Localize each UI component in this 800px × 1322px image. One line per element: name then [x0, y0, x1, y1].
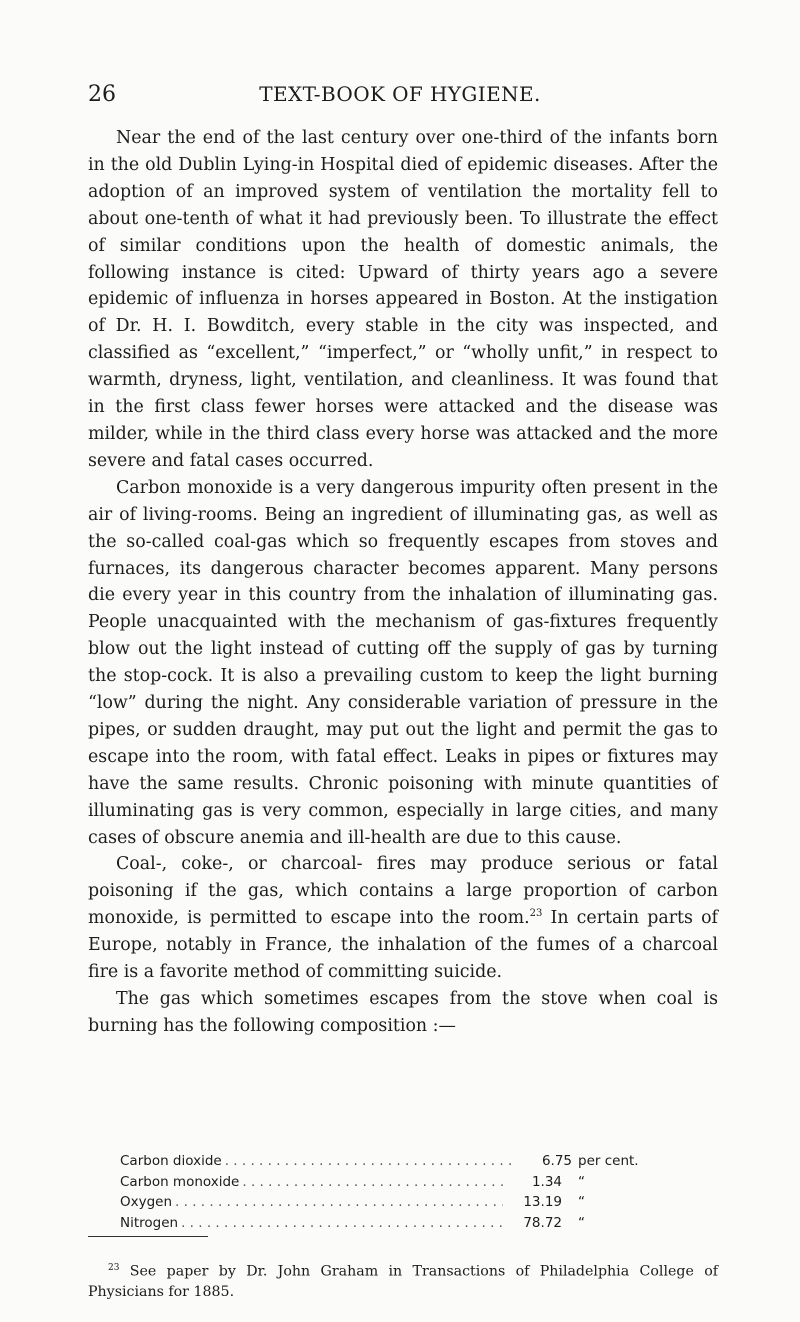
footnote-text: See paper by Dr. John Graham in Transactions of Philadelphia College of Physicians for 1885. [88, 1263, 718, 1300]
gas-percentage: 1.34 [531, 1173, 562, 1190]
paragraph-text: In certain parts of Europe, notably in France, the inhalation of the fumes of a charcoal fire is a favorite method of committing suicide. [88, 908, 718, 983]
ditto-mark: “ [578, 1194, 585, 1210]
gas-name: Nitrogen [120, 1214, 179, 1231]
ditto-mark: “ [578, 1173, 585, 1190]
paragraph-ventilation-mortality: Near the end of the last century over one-third of the infants born in the old Dublin Lying-in Hospital died of epidemic diseases. After the adoption of an improved system of ventilation the mortality fell to about one-tenth of what it had previously been. To illustrate the effect of similar conditions upon the health of domestic animals, the following instance is cited: Upward of thirty years ago a severe epidemic of influenza in horses appeared in Boston. At the instigation of Dr. H. I. Bowditch, every stable in the city was inspected, and classified as “excellent,” “imperfect,” or “wholly unfit,” in respect to warmth, dryness, light, ventilation, and cleanliness. It was found that in the first class fewer horses were attacked and the disease was milder, while in the third class every horse was attacked and the more severe and fatal cases occurred. [88, 128, 718, 471]
paragraph-text: Coal-, coke-, or charcoal- fires may produce serious or fatal poisoning if the gas, which contains a large proportion of carbon monoxide, is permitted to escape into the room. [88, 854, 718, 929]
footnote-divider [88, 1236, 208, 1237]
paragraph-carbon-monoxide: Carbon monoxide is a very dangerous impurity often present in the air of living-rooms. Being an ingredient of illuminating gas, as well as the so-called coal-gas which so frequently escapes from stoves and furnaces, its dangerous character becomes apparent. Many persons die every year in this country from the inhalation of illuminating gas. People unacquainted with the mechanism of gas-fixtures frequently blow out the light instead of cutting off the supply of gas by turning the stop-cock. It is also a prevailing custom to keep the light burning “low” during the night. Any considerable variation of pressure in the pipes, or sudden draught, may put out the light and permit the gas to escape into the room, with fatal effect. Leaks in pipes or fixtures may have the same results. Chronic poisoning with minute quantities of illuminating gas is very common, especially in large cities, and many cases of obscure anemia and ill-health are due to this cause. [88, 477, 718, 848]
dot-leader [181, 1213, 503, 1234]
footnote [88, 1258, 718, 1302]
gas-unit: per cent. [578, 1153, 639, 1169]
composition-row [120, 1172, 652, 1193]
footnote-reference: 23 [529, 908, 543, 920]
page-number: 26 [88, 82, 116, 107]
gas-name: Carbon dioxide [120, 1153, 222, 1169]
composition-row [120, 1192, 652, 1213]
dot-leader [242, 1172, 503, 1193]
dot-leader [225, 1151, 513, 1172]
composition-row [120, 1151, 652, 1172]
body-text [88, 125, 718, 1040]
paragraph-stove-gas: The gas which sometimes escapes from the stove when coal is burning has the following composition :— [88, 989, 718, 1036]
ditto-mark: “ [578, 1214, 585, 1231]
gas-name: Carbon monoxide [120, 1173, 240, 1190]
dot-leader [175, 1192, 503, 1213]
gas-percentage: 6.75 [541, 1153, 572, 1169]
footnote-marker: 23 [108, 1263, 120, 1274]
running-title: TEXT-BOOK OF HYGIENE. [259, 82, 541, 106]
gas-percentage: 13.19 [523, 1194, 562, 1210]
composition-table [120, 1151, 652, 1233]
gas-percentage: 78.72 [523, 1214, 562, 1231]
composition-row [120, 1213, 652, 1234]
paragraph-charcoal-fires [88, 851, 718, 986]
gas-name: Oxygen [120, 1194, 173, 1210]
